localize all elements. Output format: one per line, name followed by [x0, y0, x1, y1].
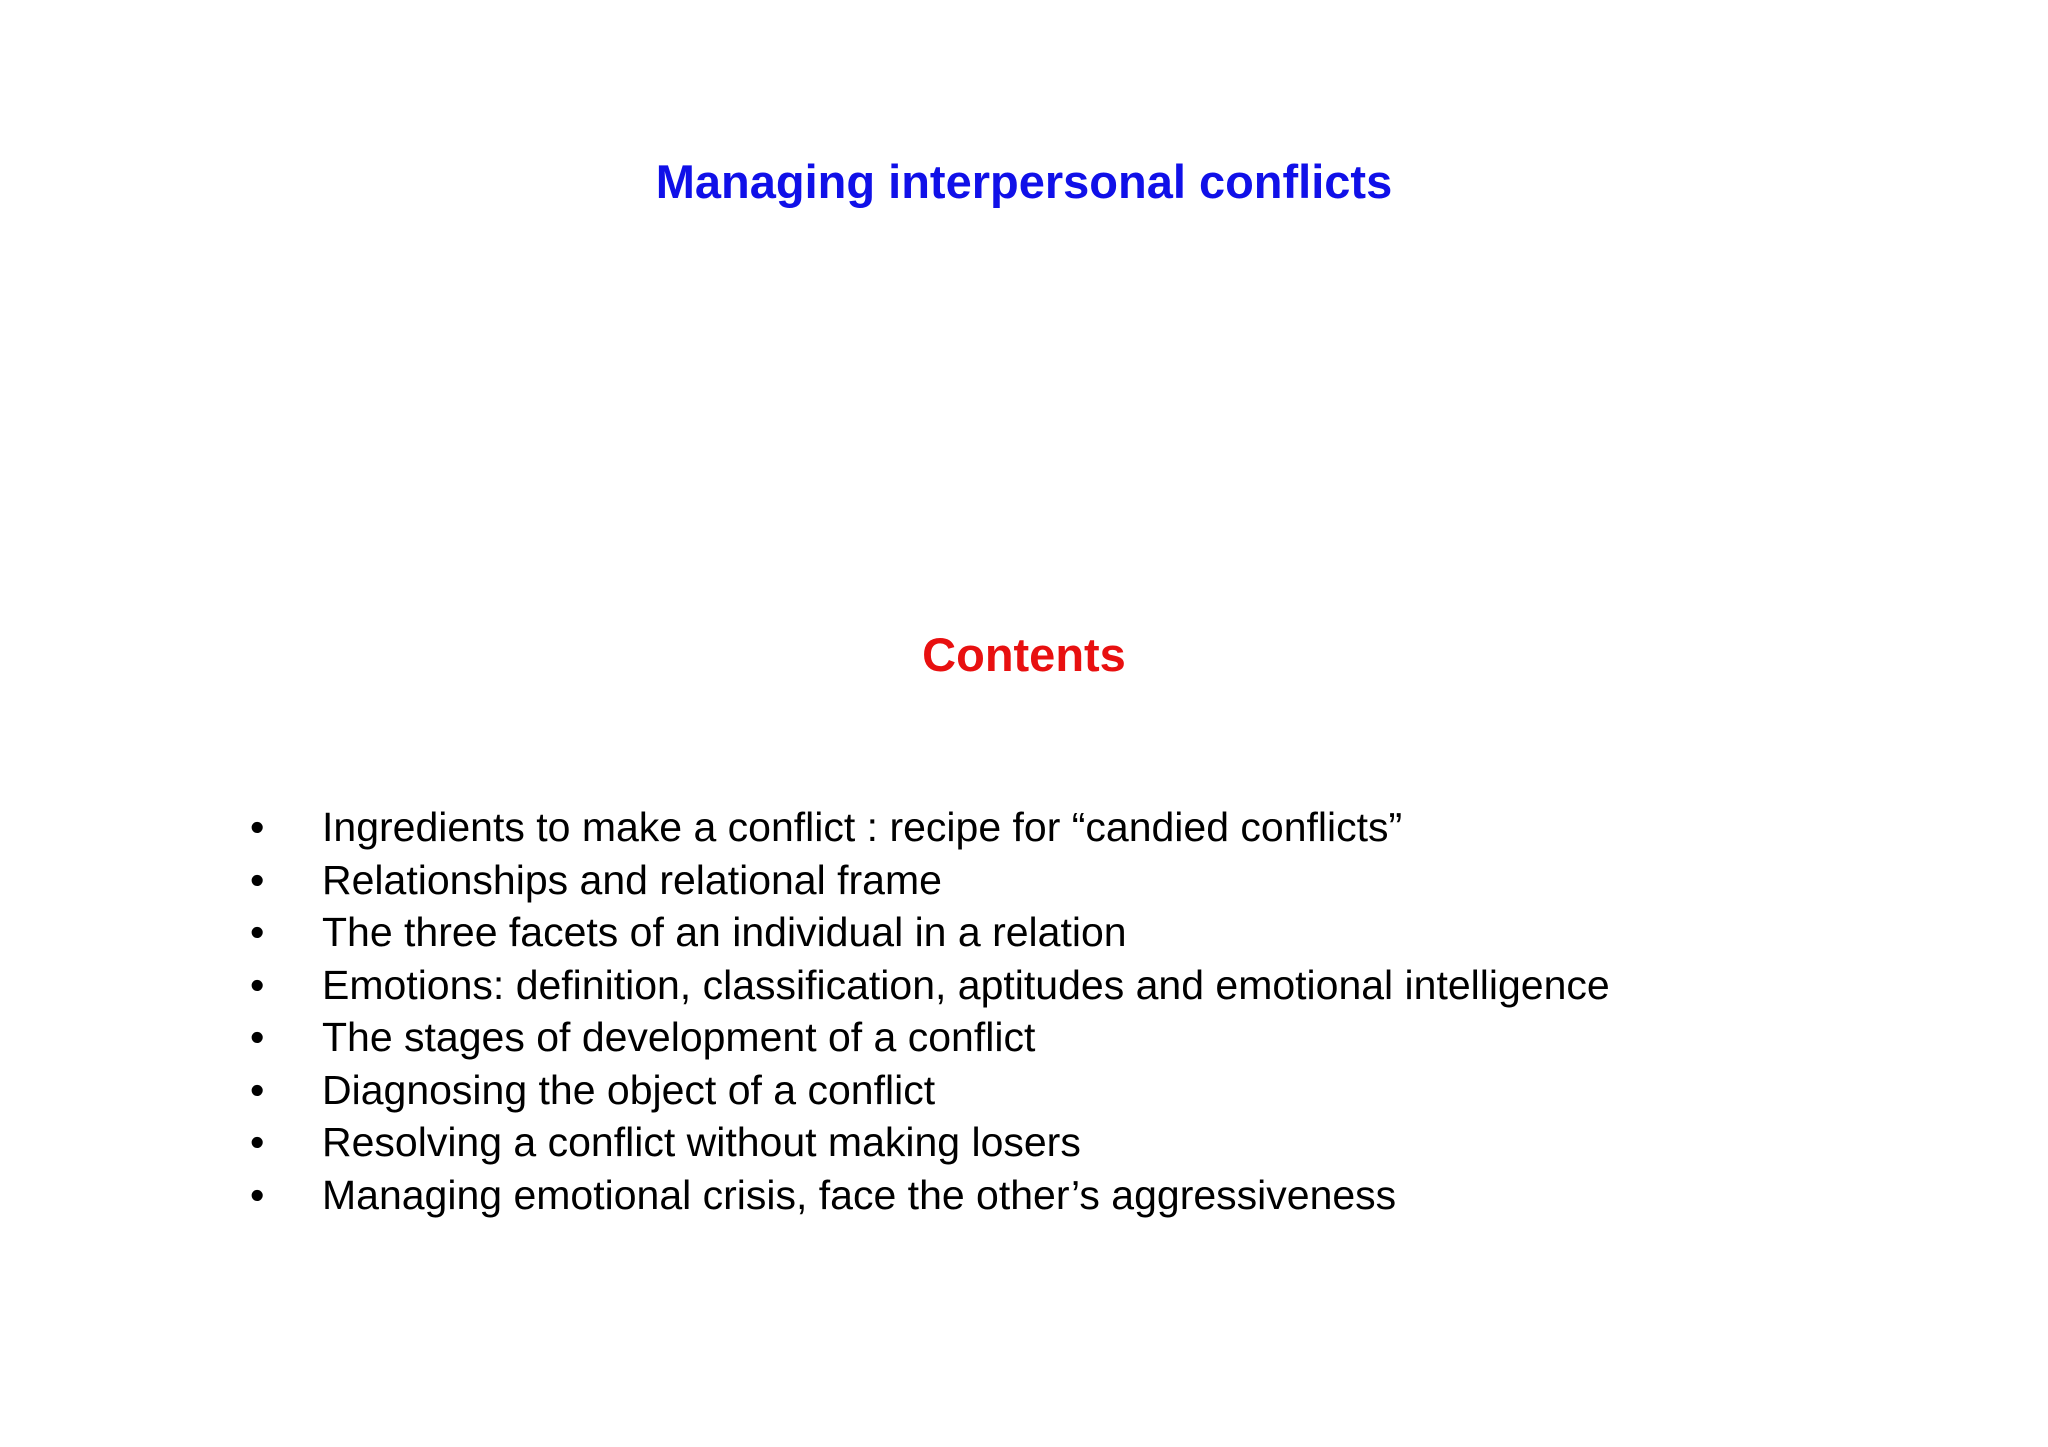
contents-item-text: Resolving a conflict without making losers [322, 1119, 1081, 1165]
contents-item-text: Relationships and relational frame [322, 856, 942, 903]
contents-item-text: Ingredients to make a conflict : recipe for “candied conflicts” [322, 804, 1403, 850]
contents-item-text: Managing emotional crisis, face the other’s aggressiveness [322, 1171, 1397, 1218]
bullet-icon: • [250, 1119, 265, 1165]
bullet-icon: • [250, 961, 265, 1008]
contents-item-text: Emotions: definition, classification, aptitudes and emotional intelligence [322, 961, 1610, 1008]
bullet-icon: • [250, 1014, 265, 1060]
contents-heading: Contents [922, 628, 1126, 681]
bullet-icon: • [250, 804, 265, 850]
contents-item-text: The three facets of an individual in a relation [322, 909, 1127, 955]
bullet-icon: • [250, 1171, 265, 1218]
bullet-icon: • [250, 856, 265, 903]
page-title: Managing interpersonal conflicts [655, 155, 1393, 208]
contents-item-text: The stages of development of a conflict [322, 1014, 1036, 1060]
contents-item-text: Diagnosing the object of a conflict [322, 1066, 936, 1113]
bullet-icon: • [250, 1066, 265, 1113]
bullet-icon: • [250, 909, 265, 955]
